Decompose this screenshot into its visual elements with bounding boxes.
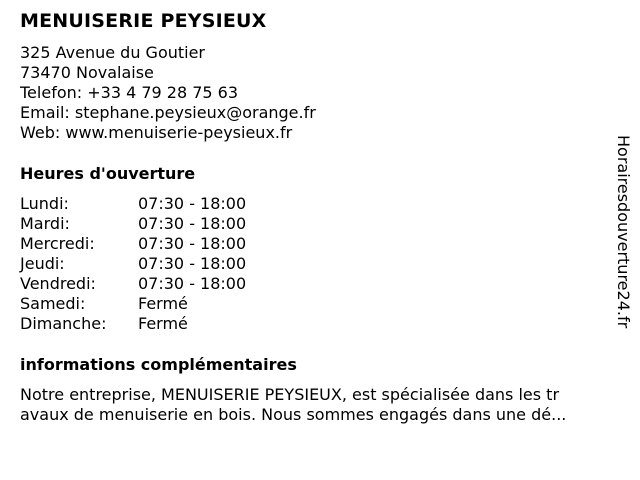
business-name: MENUISERIE PEYSIEUX <box>20 10 267 32</box>
day-label: Mercredi: <box>20 234 95 253</box>
time-value: 07:30 - 18:00 <box>138 274 247 293</box>
day-label: Jeudi: <box>20 254 65 273</box>
address-line-1: 325 Avenue du Goutier <box>20 43 206 62</box>
description-line-1: Notre entreprise, MENUISERIE PEYSIEUX, est spécialisée dans les tr <box>20 385 560 404</box>
day-label: Mardi: <box>20 214 70 233</box>
day-label: Vendredi: <box>20 274 96 293</box>
time-value: Fermé <box>138 294 188 313</box>
time-value: 07:30 - 18:00 <box>138 214 247 233</box>
day-label: Lundi: <box>20 194 69 213</box>
opening-hours-heading: Heures d'ouverture <box>20 164 196 183</box>
day-label: Samedi: <box>20 294 86 313</box>
day-label: Dimanche: <box>20 314 107 333</box>
description-line-2: avaux de menuiserie en bois. Nous sommes engagés dans une dé... <box>20 405 567 424</box>
time-value: Fermé <box>138 314 188 333</box>
phone-number[interactable]: Telefon: +33 4 79 28 75 63 <box>20 83 239 102</box>
website-link[interactable]: Web: www.menuiserie-peysieux.fr <box>20 123 293 142</box>
additional-info-heading: informations complémentaires <box>20 355 297 374</box>
time-value: 07:30 - 18:00 <box>138 254 247 273</box>
business-description <box>20 385 620 425</box>
address-line-2: 73470 Novalaise <box>20 63 154 82</box>
email-address[interactable]: Email: stephane.peysieux@orange.fr <box>20 103 316 122</box>
contact-block <box>20 43 316 143</box>
time-value: 07:30 - 18:00 <box>138 194 247 213</box>
time-value: 07:30 - 18:00 <box>138 234 247 253</box>
site-watermark: Horairesdouverture24.fr <box>614 135 633 329</box>
